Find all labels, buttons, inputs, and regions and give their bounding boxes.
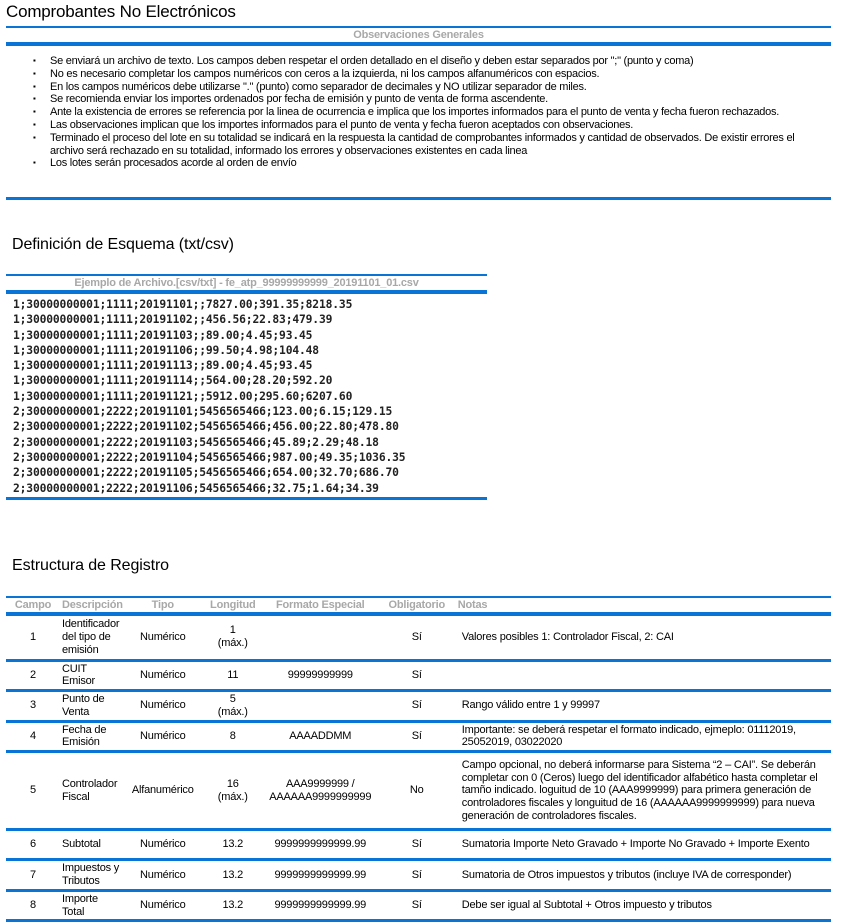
- column-header-descripcion: Descripción: [60, 596, 123, 614]
- cell-tipo: Numérico: [123, 614, 203, 660]
- observation-item: ▪ Los lotes serán procesados acorde al orden de envío: [50, 157, 831, 170]
- longitud-note: (máx.): [217, 705, 248, 718]
- cell-notas: Importante: se deberá respetar el formato indicado, ejmeplo: 01112019, 25052019, 03022020: [456, 721, 831, 752]
- cell-descripcion: Subtotal: [60, 830, 123, 860]
- cell-campo: 8: [6, 890, 60, 921]
- cell-descripcion: Identificador del tipo de emisión: [60, 614, 123, 660]
- divider: [6, 497, 487, 500]
- sample-file-title: Ejemplo de Archivo.[csv/txt] - fe_atp_99999999999_20191101_01.csv: [74, 277, 419, 289]
- sample-line: 2;30000000001;2222;20191103;5456565466;45.89;2.29;48.18: [13, 435, 379, 449]
- cell-notas: Rango válido entre 1 y 99997: [456, 691, 831, 722]
- schema-heading: Definición de Esquema (txt/csv): [12, 236, 234, 253]
- cell-tipo: Numérico: [123, 691, 203, 722]
- cell-formato: 9999999999999.99: [263, 890, 378, 921]
- page-title: Comprobantes No Electrónicos: [6, 2, 236, 21]
- cell-campo: 5: [6, 752, 60, 830]
- sample-line: 2;30000000001;2222;20191105;5456565466;654.00;32.70;686.70: [13, 466, 399, 480]
- structure-heading: Estructura de Registro: [12, 557, 169, 574]
- cell-campo: 6: [6, 830, 60, 860]
- observation-item: ▪ En los campos numéricos debe utilizarse "." (punto) como separador de decimales y NO utilizar separador de miles.: [50, 81, 831, 94]
- longitud-value: 1: [229, 624, 236, 637]
- table-row: [6, 890, 831, 921]
- cell-notas: Sumatoria de Otros impuestos y tributos (incluye IVA de corresponder): [456, 860, 831, 891]
- cell-tipo: Numérico: [123, 660, 203, 691]
- cell-tipo: Numérico: [123, 721, 203, 752]
- cell-obligatorio: Sí: [378, 721, 456, 752]
- cell-longitud: [203, 614, 263, 660]
- record-structure-table: [6, 596, 831, 922]
- cell-obligatorio: Sí: [378, 691, 456, 722]
- cell-campo: 3: [6, 691, 60, 722]
- observations-list: [6, 55, 831, 170]
- cell-obligatorio: Sí: [378, 860, 456, 891]
- cell-tipo: Numérico: [123, 830, 203, 860]
- table-row: [6, 830, 831, 860]
- sample-line: 2;30000000001;2222;20191102;5456565466;456.00;22.80;478.80: [13, 420, 399, 434]
- observations-panel: [6, 26, 831, 46]
- cell-longitud: [203, 890, 263, 921]
- sample-line: 1;30000000001;1111;20191121;;5912.00;295.60;6207.60: [13, 389, 353, 403]
- cell-longitud: [203, 691, 263, 722]
- observations-title: Observaciones Generales: [353, 29, 484, 41]
- cell-formato: 99999999999: [263, 660, 378, 691]
- observation-item: ▪ Las observaciones implican que los importes informados para el punto de venta y fecha fueron aceptados con observaciones.: [50, 119, 831, 132]
- cell-notas: [456, 660, 831, 691]
- longitud-note: (máx.): [217, 790, 248, 803]
- longitud-value: 11: [227, 668, 239, 681]
- cell-longitud: [203, 860, 263, 891]
- cell-obligatorio: Sí: [378, 660, 456, 691]
- cell-notas: Valores posibles 1: Controlador Fiscal, 2: CAI: [456, 614, 831, 660]
- sample-line: 1;30000000001;1111;20191106;;99.50;4.98;104.48: [13, 343, 319, 357]
- longitud-value: 13.2: [222, 838, 244, 851]
- divider: [6, 42, 831, 46]
- table-row: [6, 721, 831, 752]
- sample-file-content: [6, 294, 487, 497]
- cell-descripcion: Punto de Venta: [60, 691, 123, 722]
- sample-line: 2;30000000001;2222;20191101;5456565466;123.00;6.15;129.15: [13, 405, 393, 419]
- sample-line: 1;30000000001;1111;20191114;;564.00;28.20;592.20: [13, 374, 333, 388]
- longitud-value: 5: [229, 693, 236, 706]
- cell-campo: 4: [6, 721, 60, 752]
- cell-longitud: [203, 660, 263, 691]
- column-header-longitud: Longitud: [203, 596, 263, 614]
- cell-longitud: [203, 721, 263, 752]
- cell-formato: 9999999999999.99: [263, 830, 378, 860]
- cell-notas: Debe ser igual al Subtotal + Otros impuesto y tributos: [456, 890, 831, 921]
- sample-line: 2;30000000001;2222;20191106;5456565466;32.75;1.64;34.39: [13, 481, 379, 495]
- observation-item: ▪ Se enviará un archivo de texto. Los campos deben respetar el orden detallado en el diseño y deben estar separados por ";" (punto y coma): [50, 55, 831, 68]
- cell-notas: Campo opcional, no deberá informarse para Sistema “2 – CAI”. Se deberán completar con 0 (Ceros) luego del identificador alfabético hasta completar el tamño indicado. loguitud de 10 (AAA9999999) para primera generación de controladores fiscales y longuitud de 16 (AAAAAA9999999999) para nueva generación de controladores fiscales.: [456, 752, 831, 830]
- cell-campo: 1: [6, 614, 60, 660]
- sample-line: 1;30000000001;1111;20191113;;89.00;4.45;93.45: [13, 359, 313, 373]
- cell-descripcion: Fecha de Emisión: [60, 721, 123, 752]
- cell-obligatorio: Sí: [378, 830, 456, 860]
- cell-obligatorio: Sí: [378, 614, 456, 660]
- longitud-value: 13.2: [222, 899, 244, 912]
- cell-formato: AAA9999999 / AAAAAA9999999999: [263, 752, 378, 830]
- cell-descripcion: Impuestos y Tributos: [60, 860, 123, 891]
- cell-descripcion: Importe Total: [60, 890, 123, 921]
- sample-line: 1;30000000001;1111;20191102;;456.56;22.83;479.39: [13, 313, 333, 327]
- table-row: [6, 660, 831, 691]
- cell-tipo: Alfanumérico: [123, 752, 203, 830]
- cell-formato: [263, 614, 378, 660]
- table-row: [6, 614, 831, 660]
- cell-obligatorio: Sí: [378, 890, 456, 921]
- cell-campo: 7: [6, 860, 60, 891]
- cell-descripcion: CUIT Emisor: [60, 660, 123, 691]
- column-header-obligatorio: Obligatorio: [378, 596, 456, 614]
- cell-formato: [263, 691, 378, 722]
- observation-item: ▪ Ante la existencia de errores se referencia por la linea de ocurrencia e implica que los importes informados para el punto de venta y fecha fueron rechazados.: [50, 106, 831, 119]
- divider: [6, 197, 831, 200]
- observation-item: ▪ Terminado el proceso del lote en su totalidad se indicará en la respuesta la cantidad de comprobantes informados y cantidad de observados. De existir errores el archivo será rechazado en su totalidad, informado los errores y observaciones existentes en cada linea: [50, 132, 831, 158]
- longitud-value: 13.2: [222, 868, 244, 881]
- cell-longitud: [203, 752, 263, 830]
- sample-line: 1;30000000001;1111;20191101;;7827.00;391.35;8218.35: [13, 298, 353, 311]
- cell-formato: 9999999999999.99: [263, 860, 378, 891]
- observation-item: ▪ Se recomienda enviar los importes ordenados por fecha de emisión y punto de venta de forma ascendente.: [50, 93, 831, 106]
- cell-obligatorio: No: [378, 752, 456, 830]
- longitud-note: (máx.): [217, 637, 248, 650]
- table-row: [6, 860, 831, 891]
- table-header-row: [6, 596, 831, 614]
- cell-notas: Sumatoria Importe Neto Gravado + Importe No Gravado + Importe Exento: [456, 830, 831, 860]
- longitud-value: 8: [229, 730, 236, 743]
- longitud-value: 16: [226, 777, 239, 790]
- table-row: [6, 691, 831, 722]
- cell-longitud: [203, 830, 263, 860]
- cell-tipo: Numérico: [123, 890, 203, 921]
- column-header-campo: Campo: [6, 596, 60, 614]
- sample-line: 2;30000000001;2222;20191104;5456565466;987.00;49.35;1036.35: [13, 450, 406, 464]
- cell-formato: AAAADDMM: [263, 721, 378, 752]
- table-row: [6, 752, 831, 830]
- column-header-tipo: Tipo: [123, 596, 203, 614]
- cell-descripcion: Controlador Fiscal: [60, 752, 123, 830]
- cell-campo: 2: [6, 660, 60, 691]
- sample-file-panel: [6, 274, 487, 500]
- sample-line: 1;30000000001;1111;20191103;;89.00;4.45;93.45: [13, 328, 313, 342]
- observation-item: ▪ No es necesario completar los campos numéricos con ceros a la izquierda, ni los campos alfanuméricos con espacios.: [50, 68, 831, 81]
- cell-tipo: Numérico: [123, 860, 203, 891]
- column-header-formato: Formato Especial: [263, 596, 378, 614]
- column-header-notas: Notas: [456, 596, 831, 614]
